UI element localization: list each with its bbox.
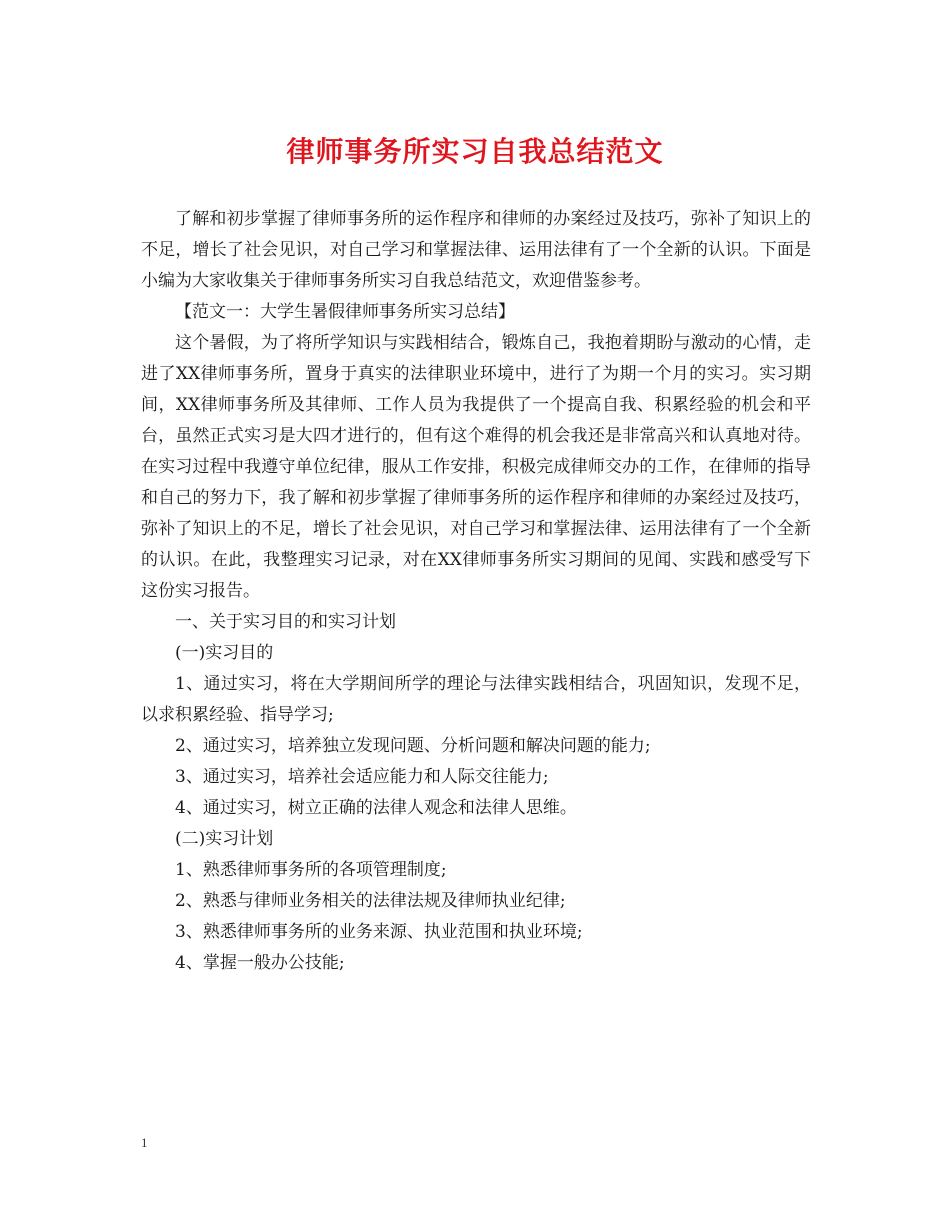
paragraph-sample-body: 这个暑假，为了将所学知识与实践相结合，锻炼自己，我抱着期盼与激动的心情，走进了XX律师事务所，置身于真实的法律职业环境中，进行了为期一个月的实习。实习期间，XX律师事务所及其律师、工作人员为我提供了一个提高自我、积累经验的机会和平台，虽然正式实习是大四才进行的，但有这个难得的机会我还是非常高兴和认真地对待。在实习过程中我遵守单位纪律，服从工作安排，积极完成律师交办的工作，在律师的指导和自己的努力下，我了解和初步掌握了律师事务所的运作程序和律师的办案经过及技巧，弥补了知识上的不足，增长了社会见识，对自己学习和掌握法律、运用法律有了一个全新的认识。在此，我整理实习记录，对在XX律师事务所实习期间的见闻、实践和感受写下这份实习报告。	[141, 333, 811, 601]
list-item-purpose-2: 2、通过实习，培养独立发现问题、分析问题和解决问题的能力;	[175, 736, 651, 756]
list-item-purpose-1: 1、通过实习，将在大学期间所学的理论与法律实践相结合，巩固知识，发现不足，以求积累经验、指导学习;	[141, 674, 811, 725]
page-number: 1	[141, 1135, 148, 1150]
document-title: 律师事务所实习自我总结范文	[286, 135, 664, 168]
subsection-heading-purpose: (一)实习目的	[175, 643, 274, 663]
list-item-plan-3: 3、熟悉律师事务所的业务来源、执业范围和执业环境;	[175, 922, 583, 942]
list-item-plan-4: 4、掌握一般办公技能;	[175, 953, 345, 973]
list-item-plan-2: 2、熟悉与律师业务相关的法律法规及律师执业纪律;	[175, 891, 566, 911]
list-item-purpose-4: 4、通过实习，树立正确的法律人观念和法律人思维。	[175, 798, 577, 818]
paragraph-intro: 了解和初步掌握了律师事务所的运作程序和律师的办案经过及技巧，弥补了知识上的不足，增长了社会见识，对自己学习和掌握法律、运用法律有了一个全新的认识。下面是小编为大家收集关于律师事务所实习自我总结范文，欢迎借鉴参考。	[141, 209, 811, 291]
document-body	[141, 204, 811, 979]
section-heading-purpose-plan: 一、关于实习目的和实习计划	[175, 612, 396, 632]
list-item-plan-1: 1、熟悉律师事务所的各项管理制度;	[175, 860, 447, 880]
paragraph-sample-heading: 【范文一：大学生暑假律师事务所实习总结】	[175, 302, 515, 322]
subsection-heading-plan: (二)实习计划	[175, 829, 274, 849]
list-item-purpose-3: 3、通过实习，培养社会适应能力和人际交往能力;	[175, 767, 549, 787]
